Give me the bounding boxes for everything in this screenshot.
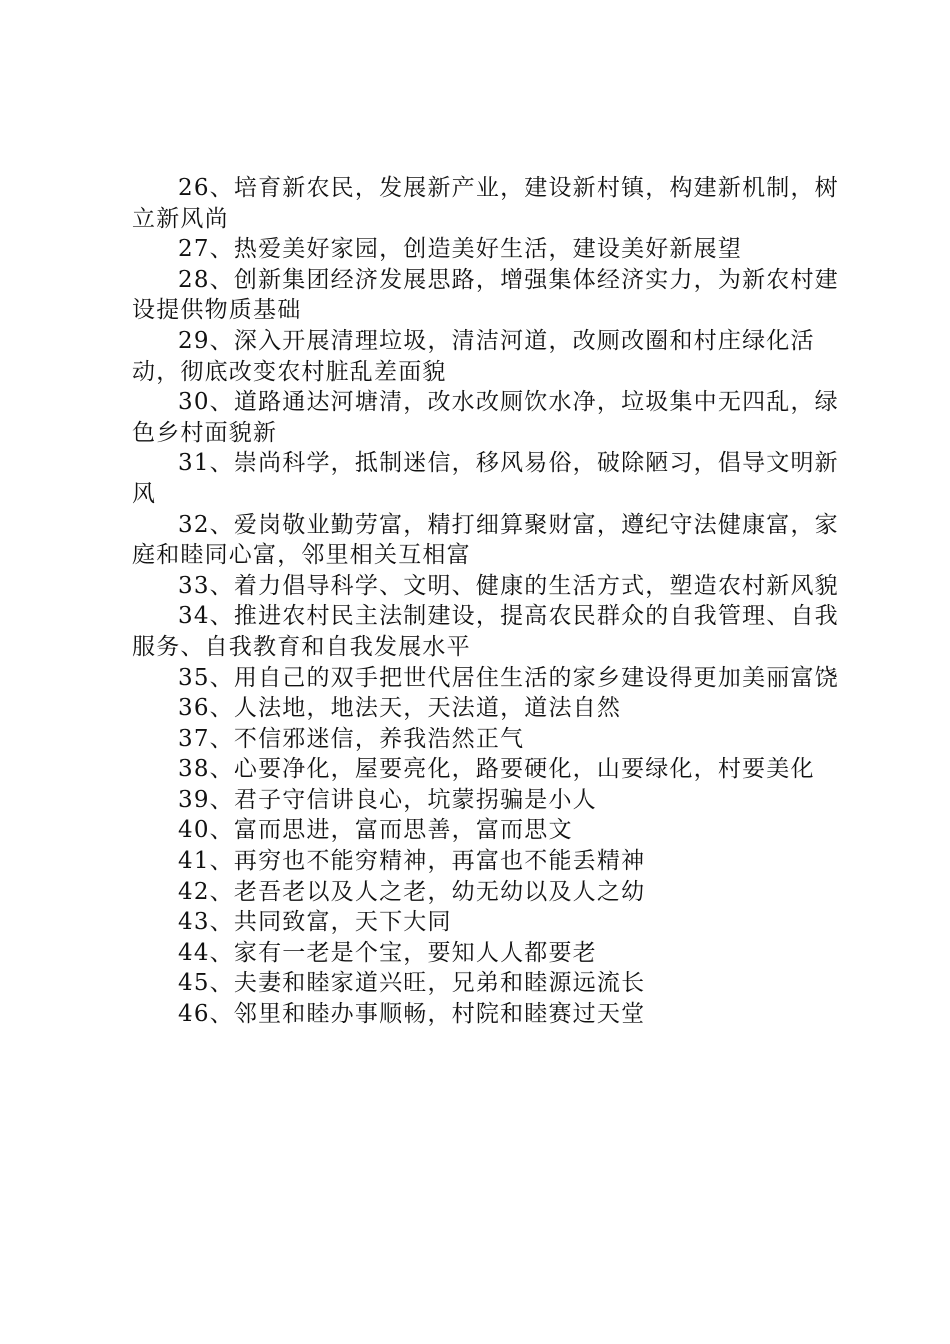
list-item: 41、再穷也不能穷精神，再富也不能丢精神 bbox=[178, 848, 646, 875]
list-item: 42、老吾老以及人之老，幼无幼以及人之幼 bbox=[178, 878, 646, 905]
list-item: 36、人法地，地法天，天法道，道法自然 bbox=[178, 695, 622, 722]
list-item: 31、崇尚科学，抵制迷信，移风易俗，破除陋习，倡导文明新风 bbox=[132, 450, 839, 507]
list-item: 44、家有一老是个宝，要知人人都要老 bbox=[178, 939, 597, 966]
slogan-list bbox=[132, 173, 840, 1030]
list-item: 38、心要净化，屋要亮化，路要硬化，山要绿化，村要美化 bbox=[178, 756, 815, 783]
list-item: 39、君子守信讲良心，坑蒙拐骗是小人 bbox=[178, 786, 597, 813]
list-item: 27、热爱美好家园，创造美好生活，建设美好新展望 bbox=[178, 236, 743, 263]
list-item: 43、共同致富，天下大同 bbox=[178, 909, 452, 936]
list-item: 40、富而思进，富而思善，富而思文 bbox=[178, 817, 573, 844]
list-item: 28、创新集团经济发展思路，增强集体经济实力，为新农村建设提供物质基础 bbox=[132, 266, 839, 324]
list-item: 37、不信邪迷信，养我浩然正气 bbox=[178, 725, 525, 752]
list-item: 33、着力倡导科学、文明、健康的生活方式，塑造农村新风貌 bbox=[178, 572, 839, 599]
list-item: 45、夫妻和睦家道兴旺，兄弟和睦源远流长 bbox=[178, 970, 646, 997]
list-item: 35、用自己的双手把世代居住生活的家乡建设得更加美丽富饶 bbox=[178, 664, 839, 691]
list-item: 46、邻里和睦办事顺畅，村院和睦赛过天堂 bbox=[178, 1001, 646, 1028]
list-item: 29、深入开展清理垃圾，清洁河道，改厕改圈和村庄绿化活动，彻底改变农村脏乱差面貌 bbox=[132, 327, 815, 385]
list-item: 34、推进农村民主法制建设，提高农民群众的自我管理、自我服务、自我教育和自我发展水平 bbox=[132, 603, 839, 660]
list-item: 32、爱岗敬业勤劳富，精打细算聚财富，遵纪守法健康富，家庭和睦同心富，邻里相关互相富 bbox=[132, 511, 839, 569]
list-item: 30、道路通达河塘清，改水改厕饮水净，垃圾集中无四乱，绿色乡村面貌新 bbox=[132, 389, 839, 446]
list-item: 26、培育新农民，发展新产业，建设新村镇，构建新机制，树立新风尚 bbox=[132, 175, 839, 232]
